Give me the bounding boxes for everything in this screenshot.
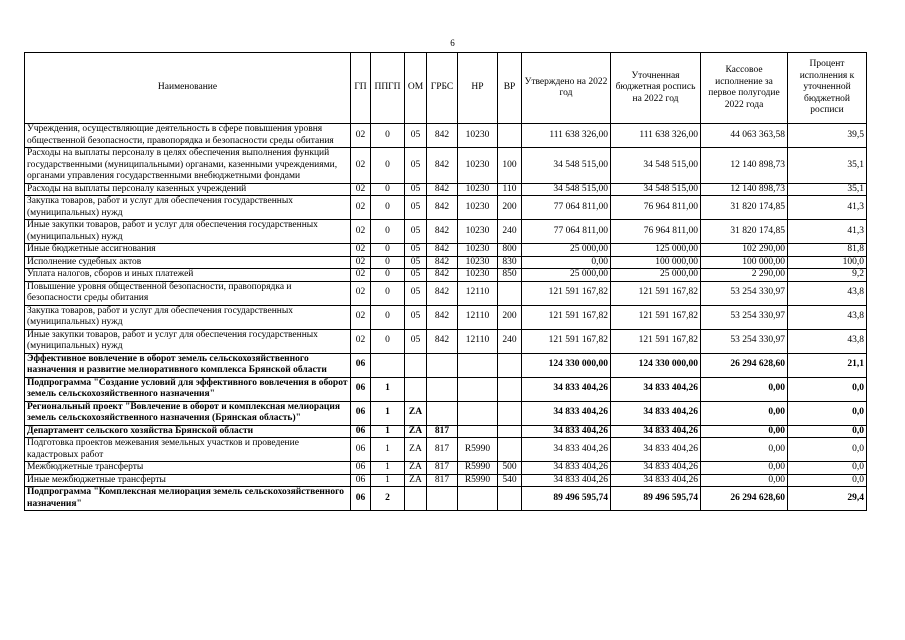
cell-cash: 102 290,00 [701, 244, 788, 257]
cell-cash: 53 254 330,97 [701, 329, 788, 353]
cell-approved: 25 000,00 [522, 269, 611, 282]
cell-refined: 25 000,00 [611, 269, 701, 282]
cell-cash: 31 820 174,85 [701, 196, 788, 220]
cell-np [458, 353, 498, 377]
header-vr: ВР [498, 53, 522, 124]
cell-grbs: 842 [427, 281, 458, 305]
cell-refined: 121 591 167,82 [611, 281, 701, 305]
cell-vr: 240 [498, 329, 522, 353]
cell-vr: 200 [498, 196, 522, 220]
cell-cash: 26 294 628,60 [701, 353, 788, 377]
cell-percent: 0,0 [788, 438, 867, 462]
cell-vr [498, 438, 522, 462]
cell-cash: 0,00 [701, 401, 788, 425]
cell-ppgp: 1 [371, 425, 405, 438]
table-row [25, 196, 867, 220]
cell-gp: 02 [351, 148, 371, 184]
cell-name: Закупка товаров, работ и услуг для обеспечения государственных (муниципальных) нужд [25, 196, 351, 220]
cell-percent: 0,0 [788, 474, 867, 487]
cell-ppgp: 1 [371, 377, 405, 401]
cell-ppgp: 0 [371, 329, 405, 353]
cell-ppgp: 0 [371, 281, 405, 305]
cell-approved: 34 548 515,00 [522, 148, 611, 184]
cell-om: 05 [405, 244, 427, 257]
table-row [25, 244, 867, 257]
cell-grbs: 842 [427, 244, 458, 257]
cell-refined: 34 833 404,26 [611, 438, 701, 462]
cell-name: Иные бюджетные ассигнования [25, 244, 351, 257]
header-cash: Кассовое исполнение за первое полугодие 2022 года [701, 53, 788, 124]
cell-gp: 02 [351, 269, 371, 282]
cell-name: Межбюджетные трансферты [25, 462, 351, 475]
table-row [25, 487, 867, 511]
cell-cash: 0,00 [701, 474, 788, 487]
cell-np: R5990 [458, 462, 498, 475]
cell-ppgp: 1 [371, 438, 405, 462]
cell-om: 05 [405, 329, 427, 353]
cell-cash: 26 294 628,60 [701, 487, 788, 511]
cell-grbs: 842 [427, 124, 458, 148]
cell-gp: 02 [351, 244, 371, 257]
cell-ppgp: 0 [371, 196, 405, 220]
cell-name: Повышение уровня общественной безопасности, правопорядка и безопасности среды обитания [25, 281, 351, 305]
cell-ppgp: 1 [371, 401, 405, 425]
cell-grbs [427, 401, 458, 425]
cell-approved: 121 591 167,82 [522, 281, 611, 305]
cell-percent: 35,1 [788, 148, 867, 184]
cell-vr [498, 377, 522, 401]
cell-percent: 41,3 [788, 220, 867, 244]
cell-percent: 0,0 [788, 377, 867, 401]
cell-grbs: 817 [427, 425, 458, 438]
cell-percent: 43,8 [788, 305, 867, 329]
cell-percent: 100,0 [788, 256, 867, 269]
cell-approved: 121 591 167,82 [522, 305, 611, 329]
header-row [25, 53, 867, 124]
cell-approved: 121 591 167,82 [522, 329, 611, 353]
cell-name: Учреждения, осуществляющие деятельность в сфере повышения уровня общественной безопасности, правопорядка и безопасности среды обитания [25, 124, 351, 148]
cell-grbs: 817 [427, 474, 458, 487]
cell-percent: 43,8 [788, 329, 867, 353]
cell-approved: 77 064 811,00 [522, 196, 611, 220]
table-row [25, 256, 867, 269]
cell-ppgp: 0 [371, 148, 405, 184]
cell-grbs: 842 [427, 329, 458, 353]
table-row [25, 438, 867, 462]
cell-om: 05 [405, 124, 427, 148]
cell-om: ZA [405, 462, 427, 475]
table-row [25, 220, 867, 244]
cell-approved: 77 064 811,00 [522, 220, 611, 244]
cell-cash: 100 000,00 [701, 256, 788, 269]
cell-vr: 100 [498, 148, 522, 184]
cell-refined: 34 548 515,00 [611, 148, 701, 184]
cell-name: Расходы на выплаты персоналу в целях обеспечения выполнения функций государственными (муниципальными) органами, казенными учреждениями, органами управления государственными внебюджетными фондами [25, 148, 351, 184]
cell-ppgp: 0 [371, 124, 405, 148]
cell-approved: 34 833 404,26 [522, 474, 611, 487]
cell-refined: 34 833 404,26 [611, 462, 701, 475]
table-row [25, 377, 867, 401]
cell-grbs: 842 [427, 220, 458, 244]
cell-refined: 121 591 167,82 [611, 305, 701, 329]
cell-name: Подпрограмма "Создание условий для эффективного вовлечения в оборот земель сельскохозяйственного назначения" [25, 377, 351, 401]
cell-percent: 43,8 [788, 281, 867, 305]
cell-np: 10230 [458, 269, 498, 282]
cell-grbs: 842 [427, 183, 458, 196]
cell-percent: 29,4 [788, 487, 867, 511]
cell-grbs: 817 [427, 438, 458, 462]
cell-refined: 124 330 000,00 [611, 353, 701, 377]
table-row [25, 401, 867, 425]
cell-name: Региональный проект "Вовлечение в оборот и комплексная мелиорация земель сельскохозяйственного назначения (Брянская область)" [25, 401, 351, 425]
cell-np: R5990 [458, 438, 498, 462]
cell-om: 05 [405, 269, 427, 282]
cell-name: Иные закупки товаров, работ и услуг для обеспечения государственных (муниципальных) нужд [25, 220, 351, 244]
cell-approved: 34 833 404,26 [522, 438, 611, 462]
cell-name: Эффективное вовлечение в оборот земель сельскохозяйственного назначения и развитие мелиоративного комплекса Брянской области [25, 353, 351, 377]
cell-gp: 06 [351, 474, 371, 487]
cell-om: ZA [405, 401, 427, 425]
cell-grbs: 842 [427, 148, 458, 184]
cell-np: 10230 [458, 148, 498, 184]
cell-cash: 0,00 [701, 425, 788, 438]
header-refined: Уточненная бюджетная роспись на 2022 год [611, 53, 701, 124]
cell-gp: 06 [351, 438, 371, 462]
cell-percent: 41,3 [788, 196, 867, 220]
cell-grbs: 842 [427, 269, 458, 282]
cell-cash: 2 290,00 [701, 269, 788, 282]
cell-cash: 53 254 330,97 [701, 281, 788, 305]
cell-om: 05 [405, 281, 427, 305]
header-grbs: ГРБС [427, 53, 458, 124]
cell-name: Департамент сельского хозяйства Брянской области [25, 425, 351, 438]
cell-name: Исполнение судебных актов [25, 256, 351, 269]
cell-cash: 12 140 898,73 [701, 183, 788, 196]
cell-refined: 34 833 404,26 [611, 425, 701, 438]
cell-grbs: 817 [427, 462, 458, 475]
cell-np: R5990 [458, 474, 498, 487]
cell-om: 05 [405, 220, 427, 244]
cell-approved: 34 833 404,26 [522, 401, 611, 425]
cell-np [458, 401, 498, 425]
cell-om: ZA [405, 425, 427, 438]
header-ppgp: ППГП [371, 53, 405, 124]
budget-table [24, 52, 867, 511]
cell-name: Закупка товаров, работ и услуг для обеспечения государственных (муниципальных) нужд [25, 305, 351, 329]
cell-vr: 200 [498, 305, 522, 329]
cell-om [405, 353, 427, 377]
cell-name: Иные закупки товаров, работ и услуг для обеспечения государственных (муниципальных) нужд [25, 329, 351, 353]
cell-om: ZA [405, 474, 427, 487]
cell-approved: 34 833 404,26 [522, 377, 611, 401]
cell-ppgp: 0 [371, 256, 405, 269]
cell-vr: 110 [498, 183, 522, 196]
cell-ppgp [371, 353, 405, 377]
cell-vr [498, 353, 522, 377]
cell-refined: 34 833 404,26 [611, 474, 701, 487]
cell-ppgp: 0 [371, 244, 405, 257]
cell-refined: 121 591 167,82 [611, 329, 701, 353]
cell-name: Подготовка проектов межевания земельных участков и проведение кадастровых работ [25, 438, 351, 462]
cell-vr: 540 [498, 474, 522, 487]
cell-vr: 850 [498, 269, 522, 282]
cell-np: 10230 [458, 183, 498, 196]
cell-gp: 06 [351, 462, 371, 475]
table-row [25, 269, 867, 282]
cell-ppgp: 1 [371, 462, 405, 475]
cell-refined: 34 548 515,00 [611, 183, 701, 196]
header-np: НР [458, 53, 498, 124]
cell-gp: 02 [351, 256, 371, 269]
cell-percent: 35,1 [788, 183, 867, 196]
cell-percent: 0,0 [788, 462, 867, 475]
cell-vr [498, 425, 522, 438]
table-row [25, 474, 867, 487]
cell-gp: 02 [351, 124, 371, 148]
cell-gp: 02 [351, 183, 371, 196]
cell-percent: 9,2 [788, 269, 867, 282]
cell-cash: 0,00 [701, 377, 788, 401]
cell-om: 05 [405, 148, 427, 184]
cell-approved: 34 833 404,26 [522, 425, 611, 438]
cell-gp: 06 [351, 425, 371, 438]
cell-ppgp: 0 [371, 183, 405, 196]
cell-approved: 34 833 404,26 [522, 462, 611, 475]
cell-gp: 06 [351, 377, 371, 401]
cell-name: Подпрограмма "Комплексная мелиорация земель сельскохозяйственного назначения" [25, 487, 351, 511]
cell-approved: 89 496 595,74 [522, 487, 611, 511]
cell-gp: 06 [351, 487, 371, 511]
cell-om: 05 [405, 183, 427, 196]
table-row [25, 183, 867, 196]
table-body [25, 124, 867, 511]
cell-vr [498, 401, 522, 425]
cell-approved: 0,00 [522, 256, 611, 269]
cell-ppgp: 0 [371, 269, 405, 282]
cell-approved: 111 638 326,00 [522, 124, 611, 148]
table-row [25, 281, 867, 305]
cell-cash: 31 820 174,85 [701, 220, 788, 244]
cell-refined: 100 000,00 [611, 256, 701, 269]
cell-np [458, 487, 498, 511]
header-approved: Утверждено на 2022 год [522, 53, 611, 124]
cell-cash: 0,00 [701, 438, 788, 462]
cell-np: 12110 [458, 329, 498, 353]
cell-om [405, 377, 427, 401]
cell-np: 10230 [458, 196, 498, 220]
header-percent: Процент исполнения к уточненной бюджетной росписи [788, 53, 867, 124]
table-row [25, 124, 867, 148]
cell-gp: 06 [351, 401, 371, 425]
header-name: Наименование [25, 53, 351, 124]
cell-refined: 125 000,00 [611, 244, 701, 257]
table-row [25, 305, 867, 329]
cell-gp: 02 [351, 329, 371, 353]
cell-approved: 124 330 000,00 [522, 353, 611, 377]
cell-om: 05 [405, 196, 427, 220]
cell-ppgp: 0 [371, 220, 405, 244]
cell-np [458, 377, 498, 401]
cell-vr: 240 [498, 220, 522, 244]
cell-grbs: 842 [427, 256, 458, 269]
cell-gp: 02 [351, 305, 371, 329]
cell-grbs [427, 377, 458, 401]
cell-refined: 111 638 326,00 [611, 124, 701, 148]
cell-percent: 39,5 [788, 124, 867, 148]
cell-grbs: 842 [427, 305, 458, 329]
cell-np: 12110 [458, 305, 498, 329]
cell-om: 05 [405, 256, 427, 269]
cell-percent: 0,0 [788, 401, 867, 425]
cell-vr: 830 [498, 256, 522, 269]
cell-np: 10230 [458, 220, 498, 244]
cell-percent: 21,1 [788, 353, 867, 377]
cell-percent: 81,8 [788, 244, 867, 257]
cell-vr: 500 [498, 462, 522, 475]
cell-approved: 25 000,00 [522, 244, 611, 257]
cell-name: Уплата налогов, сборов и иных платежей [25, 269, 351, 282]
cell-np: 10230 [458, 256, 498, 269]
cell-refined: 76 964 811,00 [611, 220, 701, 244]
cell-gp: 06 [351, 353, 371, 377]
cell-om: 05 [405, 305, 427, 329]
cell-grbs [427, 353, 458, 377]
header-gp: ГП [351, 53, 371, 124]
cell-cash: 44 063 363,58 [701, 124, 788, 148]
cell-ppgp: 2 [371, 487, 405, 511]
cell-vr [498, 487, 522, 511]
cell-ppgp: 1 [371, 474, 405, 487]
cell-np: 12110 [458, 281, 498, 305]
cell-name: Расходы на выплаты персоналу казенных учреждений [25, 183, 351, 196]
cell-vr [498, 124, 522, 148]
table-row [25, 353, 867, 377]
cell-gp: 02 [351, 220, 371, 244]
cell-refined: 34 833 404,26 [611, 377, 701, 401]
cell-grbs: 842 [427, 196, 458, 220]
table-row [25, 425, 867, 438]
cell-np: 10230 [458, 124, 498, 148]
cell-np: 10230 [458, 244, 498, 257]
cell-percent: 0,0 [788, 425, 867, 438]
cell-grbs [427, 487, 458, 511]
cell-np [458, 425, 498, 438]
header-om: ОМ [405, 53, 427, 124]
page-number: 6 [450, 38, 455, 48]
cell-cash: 53 254 330,97 [701, 305, 788, 329]
cell-approved: 34 548 515,00 [522, 183, 611, 196]
cell-ppgp: 0 [371, 305, 405, 329]
cell-refined: 34 833 404,26 [611, 401, 701, 425]
table-row [25, 329, 867, 353]
cell-vr: 800 [498, 244, 522, 257]
cell-cash: 12 140 898,73 [701, 148, 788, 184]
table-row [25, 462, 867, 475]
cell-refined: 89 496 595,74 [611, 487, 701, 511]
cell-refined: 76 964 811,00 [611, 196, 701, 220]
cell-name: Иные межбюджетные трансферты [25, 474, 351, 487]
cell-vr [498, 281, 522, 305]
cell-om [405, 487, 427, 511]
table-row [25, 148, 867, 184]
cell-gp: 02 [351, 196, 371, 220]
cell-om: ZA [405, 438, 427, 462]
cell-gp: 02 [351, 281, 371, 305]
cell-cash: 0,00 [701, 462, 788, 475]
